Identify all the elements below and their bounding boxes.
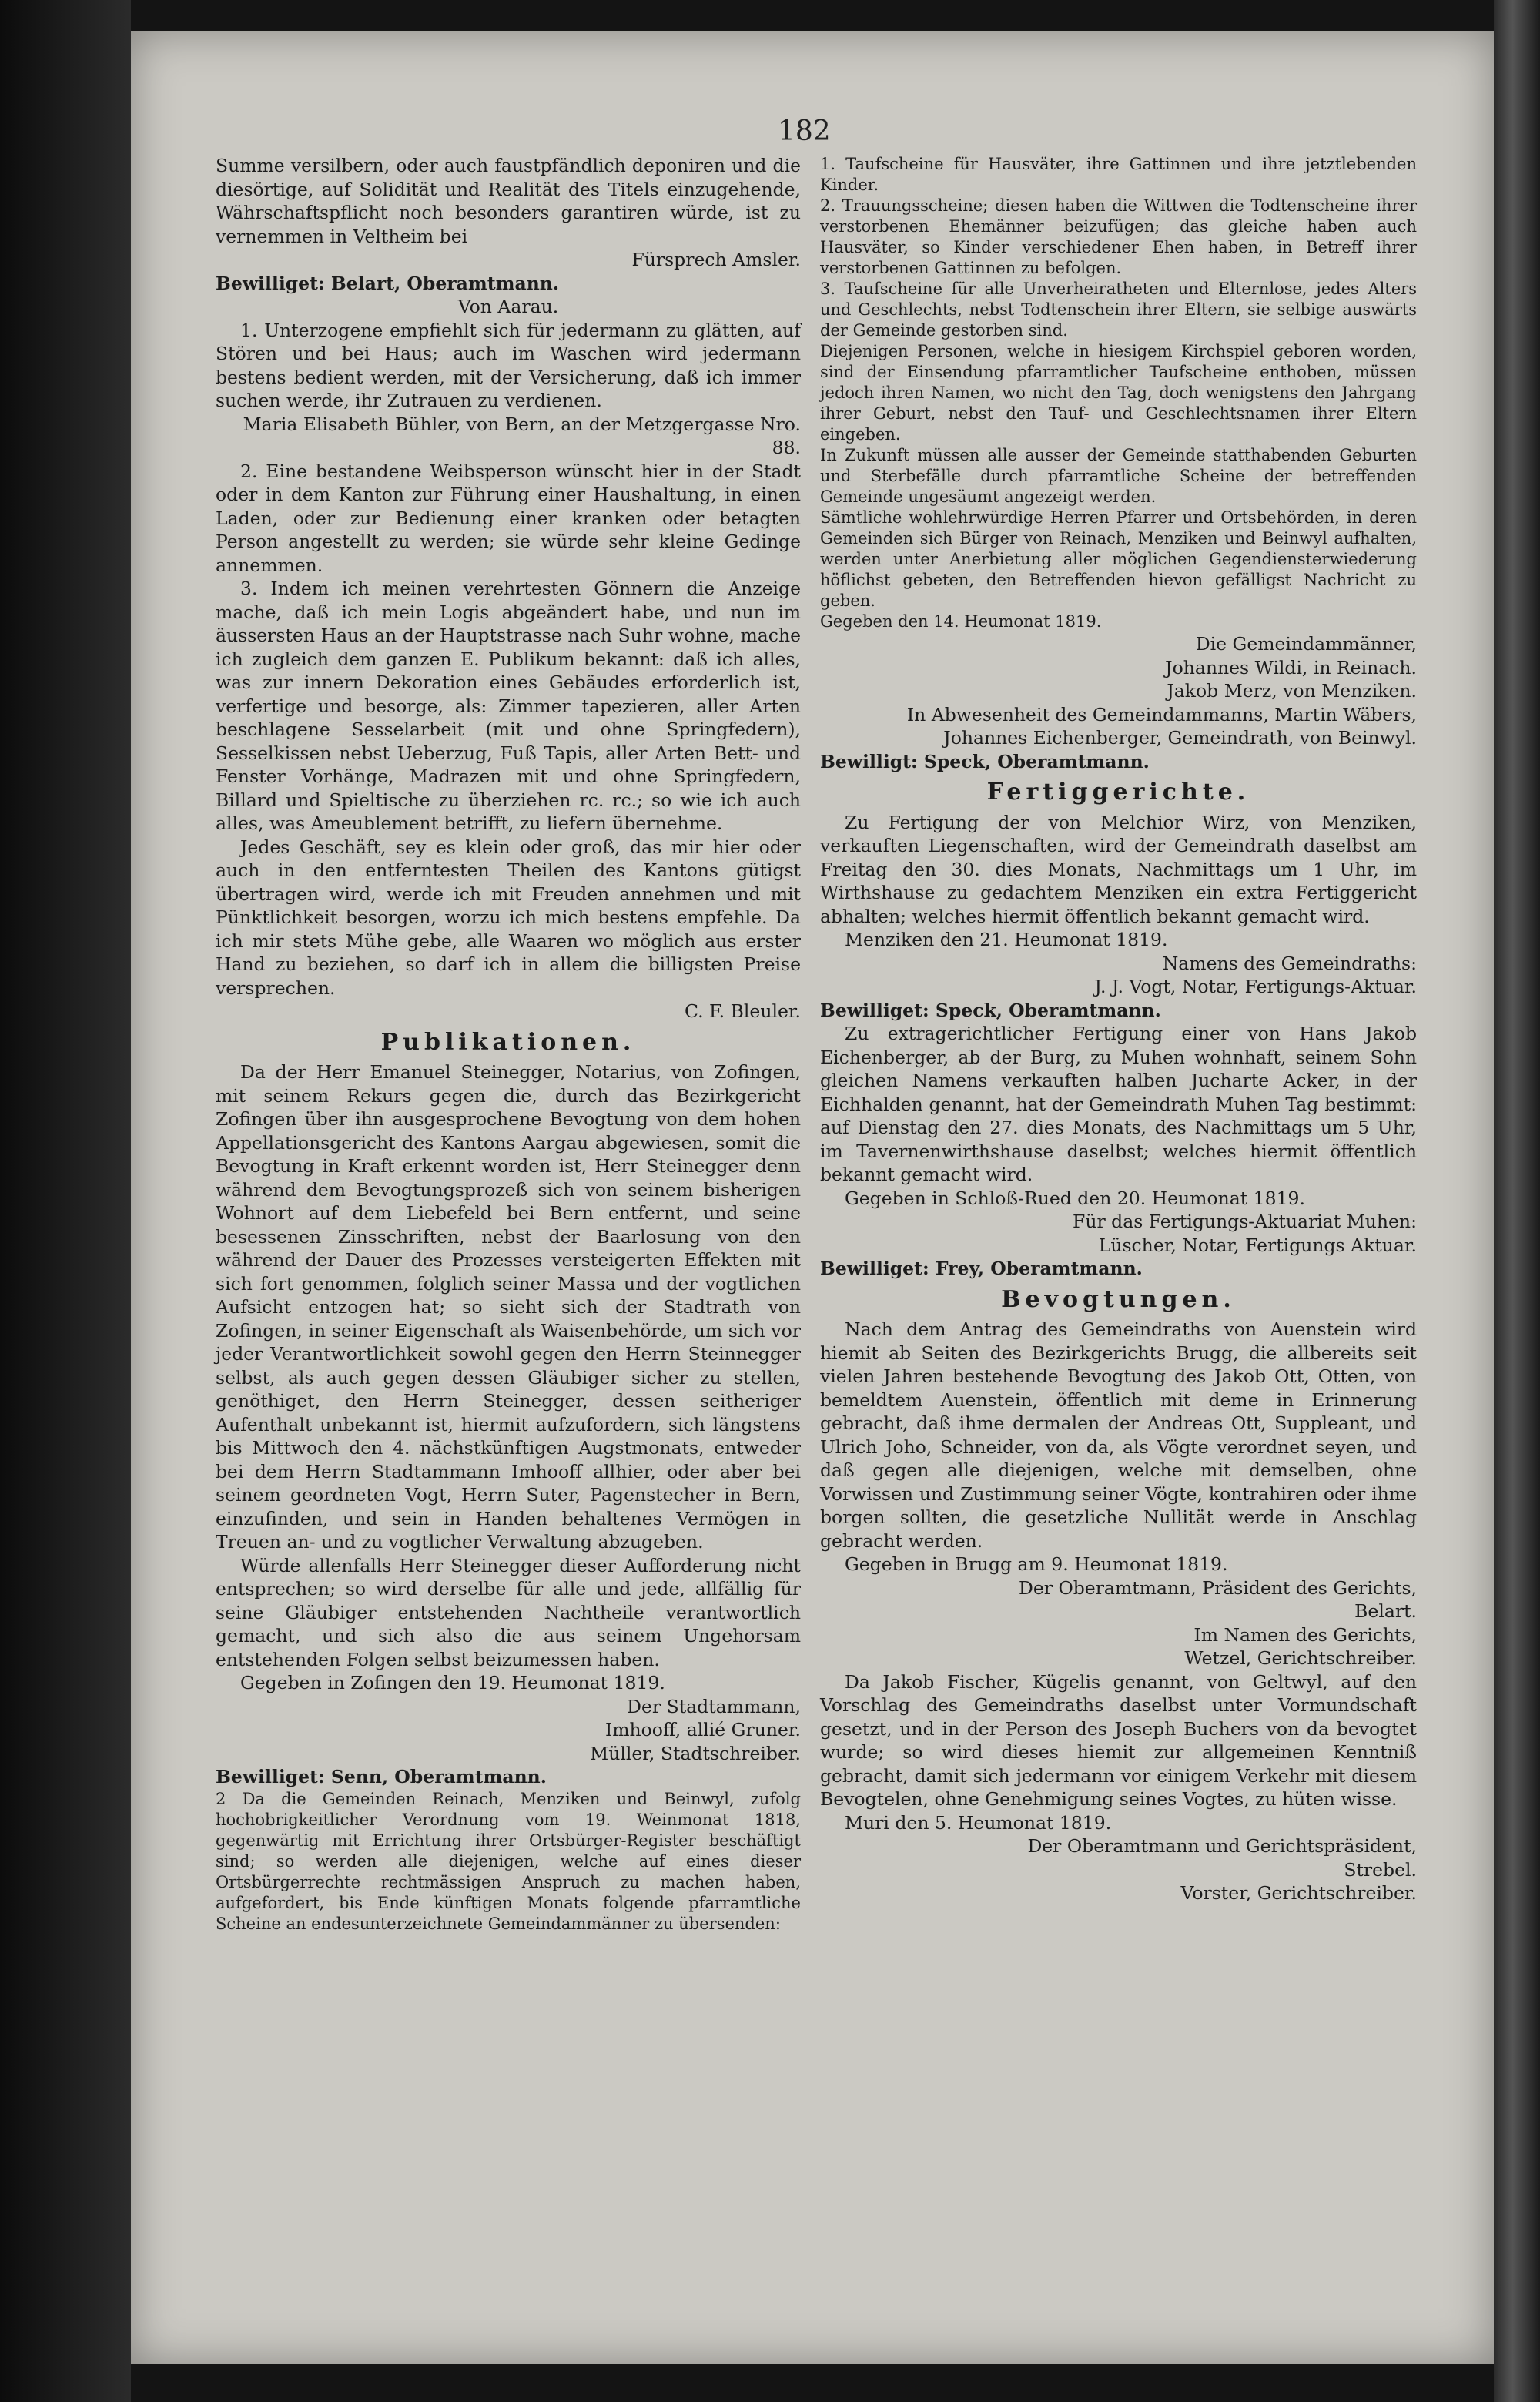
text-paragraph: 2 Da die Gemeinden Reinach, Menziken und Beinwyl, zufolg hochobrigkeitlicher Verordnung vom 19. Weinmonat 1818, gegenwärtig mit Errichtung ihrer Ortsbürger-Register beschäftigt sind; so werden alle diejenigen, welche auf eines dieser Ortsbürgerrechte rechtmässigen Anspruch zu machen haben, aufgefordert, bis Ende künftigen Monats folgende pfarramtliche Scheine an endesunterzeichnete Gemeindammänner zu übersenden: [216, 1789, 801, 1933]
text-paragraph: Gegeben in Brugg am 9. Heumonat 1819. [845, 1553, 1228, 1575]
text-paragraph: Johannes Eichenberger, Gemeindrath, von Beinwyl. [943, 727, 1417, 749]
text-paragraph: Da der Herr Emanuel Steinegger, Notarius, von Zofingen, mit seinem Rekurs gegen die, durch das Bezirkgericht Zofingen über ihn ausgesprochene Bevogtung von dem hohen Appellationsgericht des Kantons Aargau abgewiesen, somit die Bevogtung in Kraft erkennt worden ist, Herr Steinegger denn während dem Bevogtungsprozeß sich von seinem bisherigen Wohnort auf dem Liebefeld bei Bern entfernt, und seine besessenen Zinsschriften, nebst der Baarlosung von den während der Dauer des Prozesses versteigerten Effekten mit sich fort genommen, folglich seiner Massa und der vogtlichen Aufsicht entzogen hat; so sieht sich der Stadtrath von Zofingen, in seiner Eigenschaft als Waisenbehörde, um sich vor jeder Verantwortlichkeit sowohl gegen den Herrn Steinnegger selbst, als auch gegen dessen Gläubiger sicher zu stellen, genöthiget, den Herrn Steinegger, dessen seitheriger Aufenthalt unbekannt ist, hiermit aufzufordern, sich längstens bis Mittwoch den 4. nächstkünftigen Augstmonats, entweder bei dem Herrn Stadtammann Imhooff allhier, oder aber bei seinem geordneten Vogt, Herrn Suter, Pagenstecher in Bern, einzufinden, und sein in Handen behaltenes Vermögen in Treuen an- und zu vogtlicher Verwaltung abzugeben. [216, 1061, 801, 1553]
text-paragraph: Vorster, Gerichtschreiber. [1180, 1882, 1417, 1904]
text-paragraph: Zu extragerichtlicher Fertigung einer von Hans Jakob Eichenberger, ab der Burg, zu Muhen wohnhaft, seinem Sohn gleichen Namens verkauften halben Jucharte Acker, in der Eichhalden genannt, hat der Gemeindrath Muhen Tag bestimmt: auf Dienstag den 27. dies Monats, des Nachmittags um 5 Uhr, im Tavernenwirthshause daselbst; welches hiermit öffentlich bekannt gemacht wird. [820, 1023, 1417, 1185]
text-paragraph: 3. Indem ich meinen verehrtesten Gönnern die Anzeige mache, daß ich mein Logis abgeändert habe, und nun im äussersten Haus an der Hauptstrasse nach Suhr wohne, mache ich zugleich dem ganzen E. Publikum bekannt: daß ich alles, was zur innern Dekoration eines Gebäudes erforderlich ist, verfertige und besorge, als: Zimmer tapezieren, aller Arten beschlagene Sesselarbeit (mit und ohne Springfedern), Sesselkissen nebst Ueberzug, Fuß Tapis, aller Arten Bett- und Fenster Vorhänge, Madrazen mit und ohne Springfedern, Billard und Spieltische zu überziehen rc. rc.; so wie ich auch alles, was Ameublement betrifft, zu liefern übernehme. [216, 578, 801, 834]
text-paragraph: Imhooff, allié Gruner. [604, 1719, 801, 1740]
left-column [216, 154, 801, 1935]
text-paragraph: 3. Taufscheine für alle Unverheiratheten und Elternlose, jedes Alters und Geschlechts, nebst Todtenschein ihrer Eltern, sie selbige auswärts der Gemeinde gestorben sind. [820, 280, 1417, 340]
text-paragraph: Johannes Wildi, in Reinach. [1165, 656, 1417, 678]
text-paragraph: 2. Trauungsscheine; diesen haben die Wittwen die Todtenscheine ihrer verstorbenen Ehemänner beizufügen; das gleiche haben auch Hausväter, so Kinder verschiedener Ehen haben, in Betreff ihrer verstorbenen Gattinnen zu befolgen. [820, 196, 1417, 277]
section-heading: Bevogtungen. [1001, 1285, 1236, 1313]
text-paragraph: 1. Unterzogene empfiehlt sich für jedermann zu glätten, auf Stören und bei Haus; auch im Waschen wird jedermann bestens bedient werden, mit der Versicherung, daß ich immer suchen werde, ihr Zutrauen zu verdienen. [216, 319, 801, 411]
text-paragraph: Würde allenfalls Herr Steinegger dieser Aufforderung nicht entsprechen; so wird derselbe für alle und jede, allfällig für seine Gläubiger entstehenden Nachtheile verantwortlich gemacht, und sich also die aus seinem Ungehorsam entstehenden Folgen selbst beizumessen haben. [216, 1554, 801, 1670]
text-paragraph: Müller, Stadtschreiber. [590, 1742, 801, 1764]
text-paragraph: Wetzel, Gerichtschreiber. [1184, 1647, 1417, 1669]
text-paragraph: Da Jakob Fischer, Kügelis genannt, von Geltwyl, auf den Vorschlag des Gemeindraths daselbst unter Vormundschaft gesetzt, und in der Person des Joseph Buchers von da bevogtet wurde; so wird dieses hiemit zur allgemeinen Kenntniß gebracht, damit sich jedermann vor einigem Verkehr mit diesem Bevogtelen, ohne Genehmigung seines Vogtes, zu hüten wisse. [820, 1670, 1417, 1810]
text-paragraph: Sämtliche wohlehrwürdige Herren Pfarrer und Ortsbehörden, in deren Gemeinden sich Bürger von Reinach, Menziken und Beinwyl aufhalten, werden unter Anerbietung aller möglichen Gegendiensterwiederung höflichst gebeten, den Betreffenden hievon gefälligst Nachricht zu geben. [820, 508, 1417, 610]
text-paragraph: Bewilliget: Frey, Oberamtmann. [820, 1258, 1143, 1279]
text-paragraph: Der Oberamtmann, Präsident des Gerichts, [1019, 1576, 1417, 1599]
text-paragraph: Maria Elisabeth Bühler, von Bern, an der Metzgergasse Nro. 88. [243, 413, 801, 458]
text-paragraph: Der Oberamtmann und Gerichtspräsident, [1027, 1835, 1417, 1857]
text-paragraph: Von Aarau. [457, 296, 559, 317]
section-heading: Fertiggerichte. [986, 779, 1250, 806]
text-paragraph: Bewilliget: Senn, Oberamtmann. [216, 1766, 547, 1787]
text-paragraph: Fürsprech Amsler. [631, 249, 801, 270]
text-paragraph: Der Stadtammann, [627, 1695, 801, 1717]
text-paragraph: 1. Taufscheine für Hausväter, ihre Gattinnen und ihre jetztlebenden Kinder. [820, 155, 1417, 194]
text-paragraph: Menziken den 21. Heumonat 1819. [845, 929, 1168, 950]
section-heading: Publikationen. [380, 1028, 636, 1056]
text-paragraph: Jedes Geschäft, sey es klein oder groß, das mir hier oder auch in den entferntesten Theilen des Kantons gütigst übertragen wird, werde ich mit Freuden annehmen und mit Pünktlichkeit besorgen, worzu ich mich bestens empfehle. Da ich mir stets Mühe gebe, alle Waaren wo möglich aus erster Hand zu beziehen, so darf ich in allem die billigsten Preise versprechen. [216, 836, 801, 999]
text-paragraph: 2. Eine bestandene Weibsperson wünscht hier in der Stadt oder in dem Kanton zur Führung einer Haushaltung, in einen Laden, oder zur Bedienung einer kranken oder betagten Person angestellt zu werden; sie würde sehr kleine Gedinge annemmen. [216, 460, 801, 576]
text-paragraph: Muri den 5. Heumonat 1819. [845, 1811, 1112, 1834]
text-paragraph: Nach dem Antrag des Gemeindraths von Auenstein wird hiemit ab Seiten des Bezirkgerichts Brugg, die allbereits seit vielen Jahren bestehende Bevogtung des Jakob Ott, Otten, von bemeldtem Auenstein, öffentlich mit deme in Erinnerung gebracht, daß ihme dermalen der Andreas Ott, Suppleant, und Ulrich Joho, Schneider, von da, als Vögte verordnet seyen, und daß gegen alle diejenigen, welche mit demselben, ohne Vorwissen und Zustimmung seiner Vögte, kontrahiren oder ihme borgen sollten, die gesetzliche Nullität werde in Anschlag gebracht werden. [820, 1318, 1417, 1552]
text-paragraph: In Zukunft müssen alle ausser der Gemeinde statthabenden Geburten und Sterbefälle durch pfarramtliche Scheine der betreffenden Gemeinde ungesäumt angezeigt werden. [820, 446, 1417, 506]
right-column [820, 154, 1417, 1905]
text-paragraph: Die Gemeindammänner, [1195, 633, 1417, 655]
text-paragraph: Zu Fertigung der von Melchior Wirz, von Menziken, verkauften Liegenschaften, wird der Gemeindrath daselbst am Freitag den 30. dies Monats, Nachmittags um 1 Uhr, im Wirthshause zu gedachtem Menziken ein extra Fertiggericht abhalten; welches hiermit öffentlich bekannt gemacht wird. [820, 811, 1417, 927]
text-paragraph: Für das Fertigungs-Aktuariat Muhen: [1073, 1211, 1417, 1232]
text-paragraph: Jakob Merz, von Menziken. [1167, 680, 1417, 702]
page-number: 182 [778, 116, 831, 147]
text-paragraph: Strebel. [1344, 1858, 1417, 1881]
scan-background-left [0, 0, 131, 2402]
text-paragraph: Namens des Gemeindraths: [1162, 952, 1417, 974]
text-paragraph: Gegeben in Zofingen den 19. Heumonat 1819. [240, 1672, 665, 1693]
text-paragraph: In Abwesenheit des Gemeindammanns, Martin Wäbers, [906, 703, 1417, 725]
text-paragraph: Bewilliget: Belart, Oberamtmann. [216, 272, 560, 294]
text-paragraph: Lüscher, Notar, Fertigungs Aktuar. [1098, 1234, 1417, 1256]
text-paragraph: Im Namen des Gerichts, [1194, 1623, 1417, 1646]
text-paragraph: Diejenigen Personen, welche in hiesigem Kirchspiel geboren worden, sind der Einsendung pfarramtlicher Taufscheine enthoben, müssen jedoch ihren Namen, wo nicht den Tag, doch wenigstens den Jahrgang ihrer Geburt, nebst den Tauf- und Geschlechtsnamen ihrer Eltern eingeben. [820, 342, 1417, 444]
text-paragraph: C. F. Bleuler. [684, 1000, 801, 1022]
text-paragraph: Bewilliget: Speck, Oberamtmann. [820, 999, 1161, 1021]
text-paragraph: Bewilligt: Speck, Oberamtmann. [820, 750, 1150, 772]
text-paragraph: J. J. Vogt, Notar, Fertigungs-Aktuar. [1094, 976, 1417, 997]
book-spine [1494, 0, 1540, 2402]
text-paragraph: Gegeben den 14. Heumonat 1819. [820, 612, 1102, 631]
text-paragraph: Summe versilbern, oder auch faustpfändlich deponiren und die diesörtige, auf Solidität und Realität des Titels einzugehende, Währschaftspflicht noch besonders garantiren würde, ist zu vernemmen in Veltheim bei [216, 155, 801, 247]
text-paragraph: Gegeben in Schloß-Rued den 20. Heumonat 1819. [845, 1187, 1305, 1209]
text-paragraph: Belart. [1354, 1600, 1417, 1622]
